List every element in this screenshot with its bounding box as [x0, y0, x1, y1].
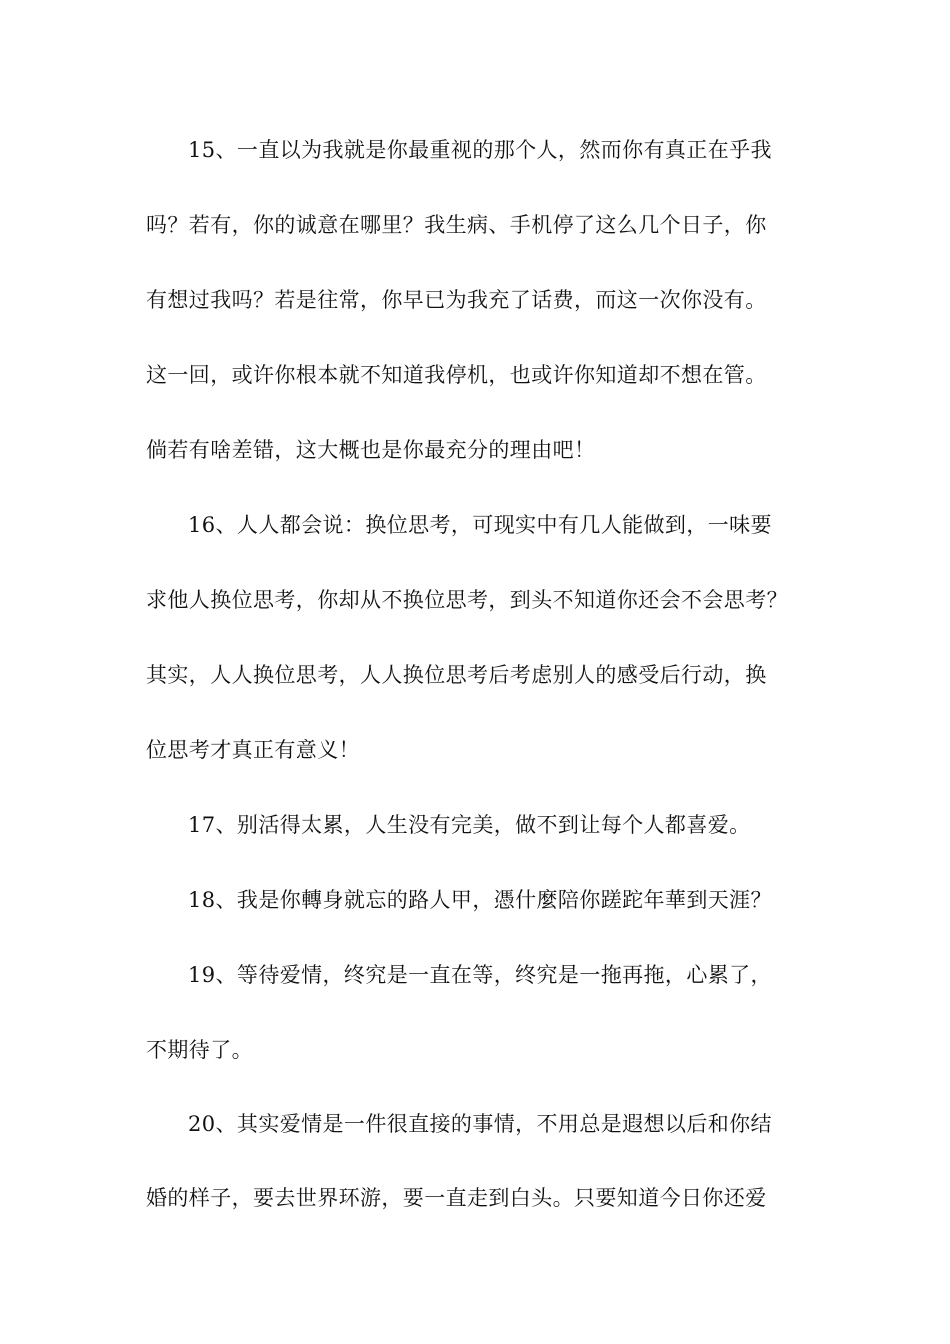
paragraph-15-line-5: 倘若有啥差错，这大概也是你最充分的理由吧！	[146, 438, 596, 462]
paragraph-16-line-3: 其实，人人换位思考，人人换位思考后考虑别人的感受后行动，换	[146, 663, 767, 687]
paragraph-19-line-1: 19、等待爱情，终究是一直在等，终究是一拖再拖，心累了，	[188, 963, 772, 987]
paragraph-16-line-4: 位思考才真正有意义！	[146, 738, 360, 762]
paragraph-15-line-4: 这一回，或许你根本就不知道我停机，也或许你知道却不想在管。	[146, 363, 767, 387]
paragraph-15-line-2: 吗？若有，你的诚意在哪里？我生病、手机停了这么几个日子，你	[146, 213, 767, 237]
paragraph-15-line-3: 有想过我吗？若是往常，你早已为我充了话费，而这一次你没有。	[146, 288, 767, 312]
paragraph-16-line-1: 16、人人都会说：换位思考，可现实中有几人能做到，一味要	[188, 513, 772, 537]
paragraph-19-line-2: 不期待了。	[146, 1038, 253, 1062]
paragraph-20-line-1: 20、其实爱情是一件很直接的事情，不用总是遐想以后和你结	[188, 1112, 772, 1136]
paragraph-16-line-2: 求他人换位思考，你却从不换位思考，到头不知道你还会不会思考？	[146, 588, 788, 612]
paragraph-20-line-2: 婚的样子，要去世界环游，要一直走到白头。只要知道今日你还爱	[146, 1186, 767, 1210]
paragraph-17-line-1: 17、别活得太累，人生没有完美，做不到让每个人都喜爱。	[188, 813, 751, 837]
paragraph-18-line-1: 18、我是你轉身就忘的路人甲，憑什麼陪你蹉跎年華到天涯？	[188, 888, 772, 912]
paragraph-15-line-1: 15、一直以为我就是你最重视的那个人，然而你有真正在乎我	[188, 138, 772, 162]
